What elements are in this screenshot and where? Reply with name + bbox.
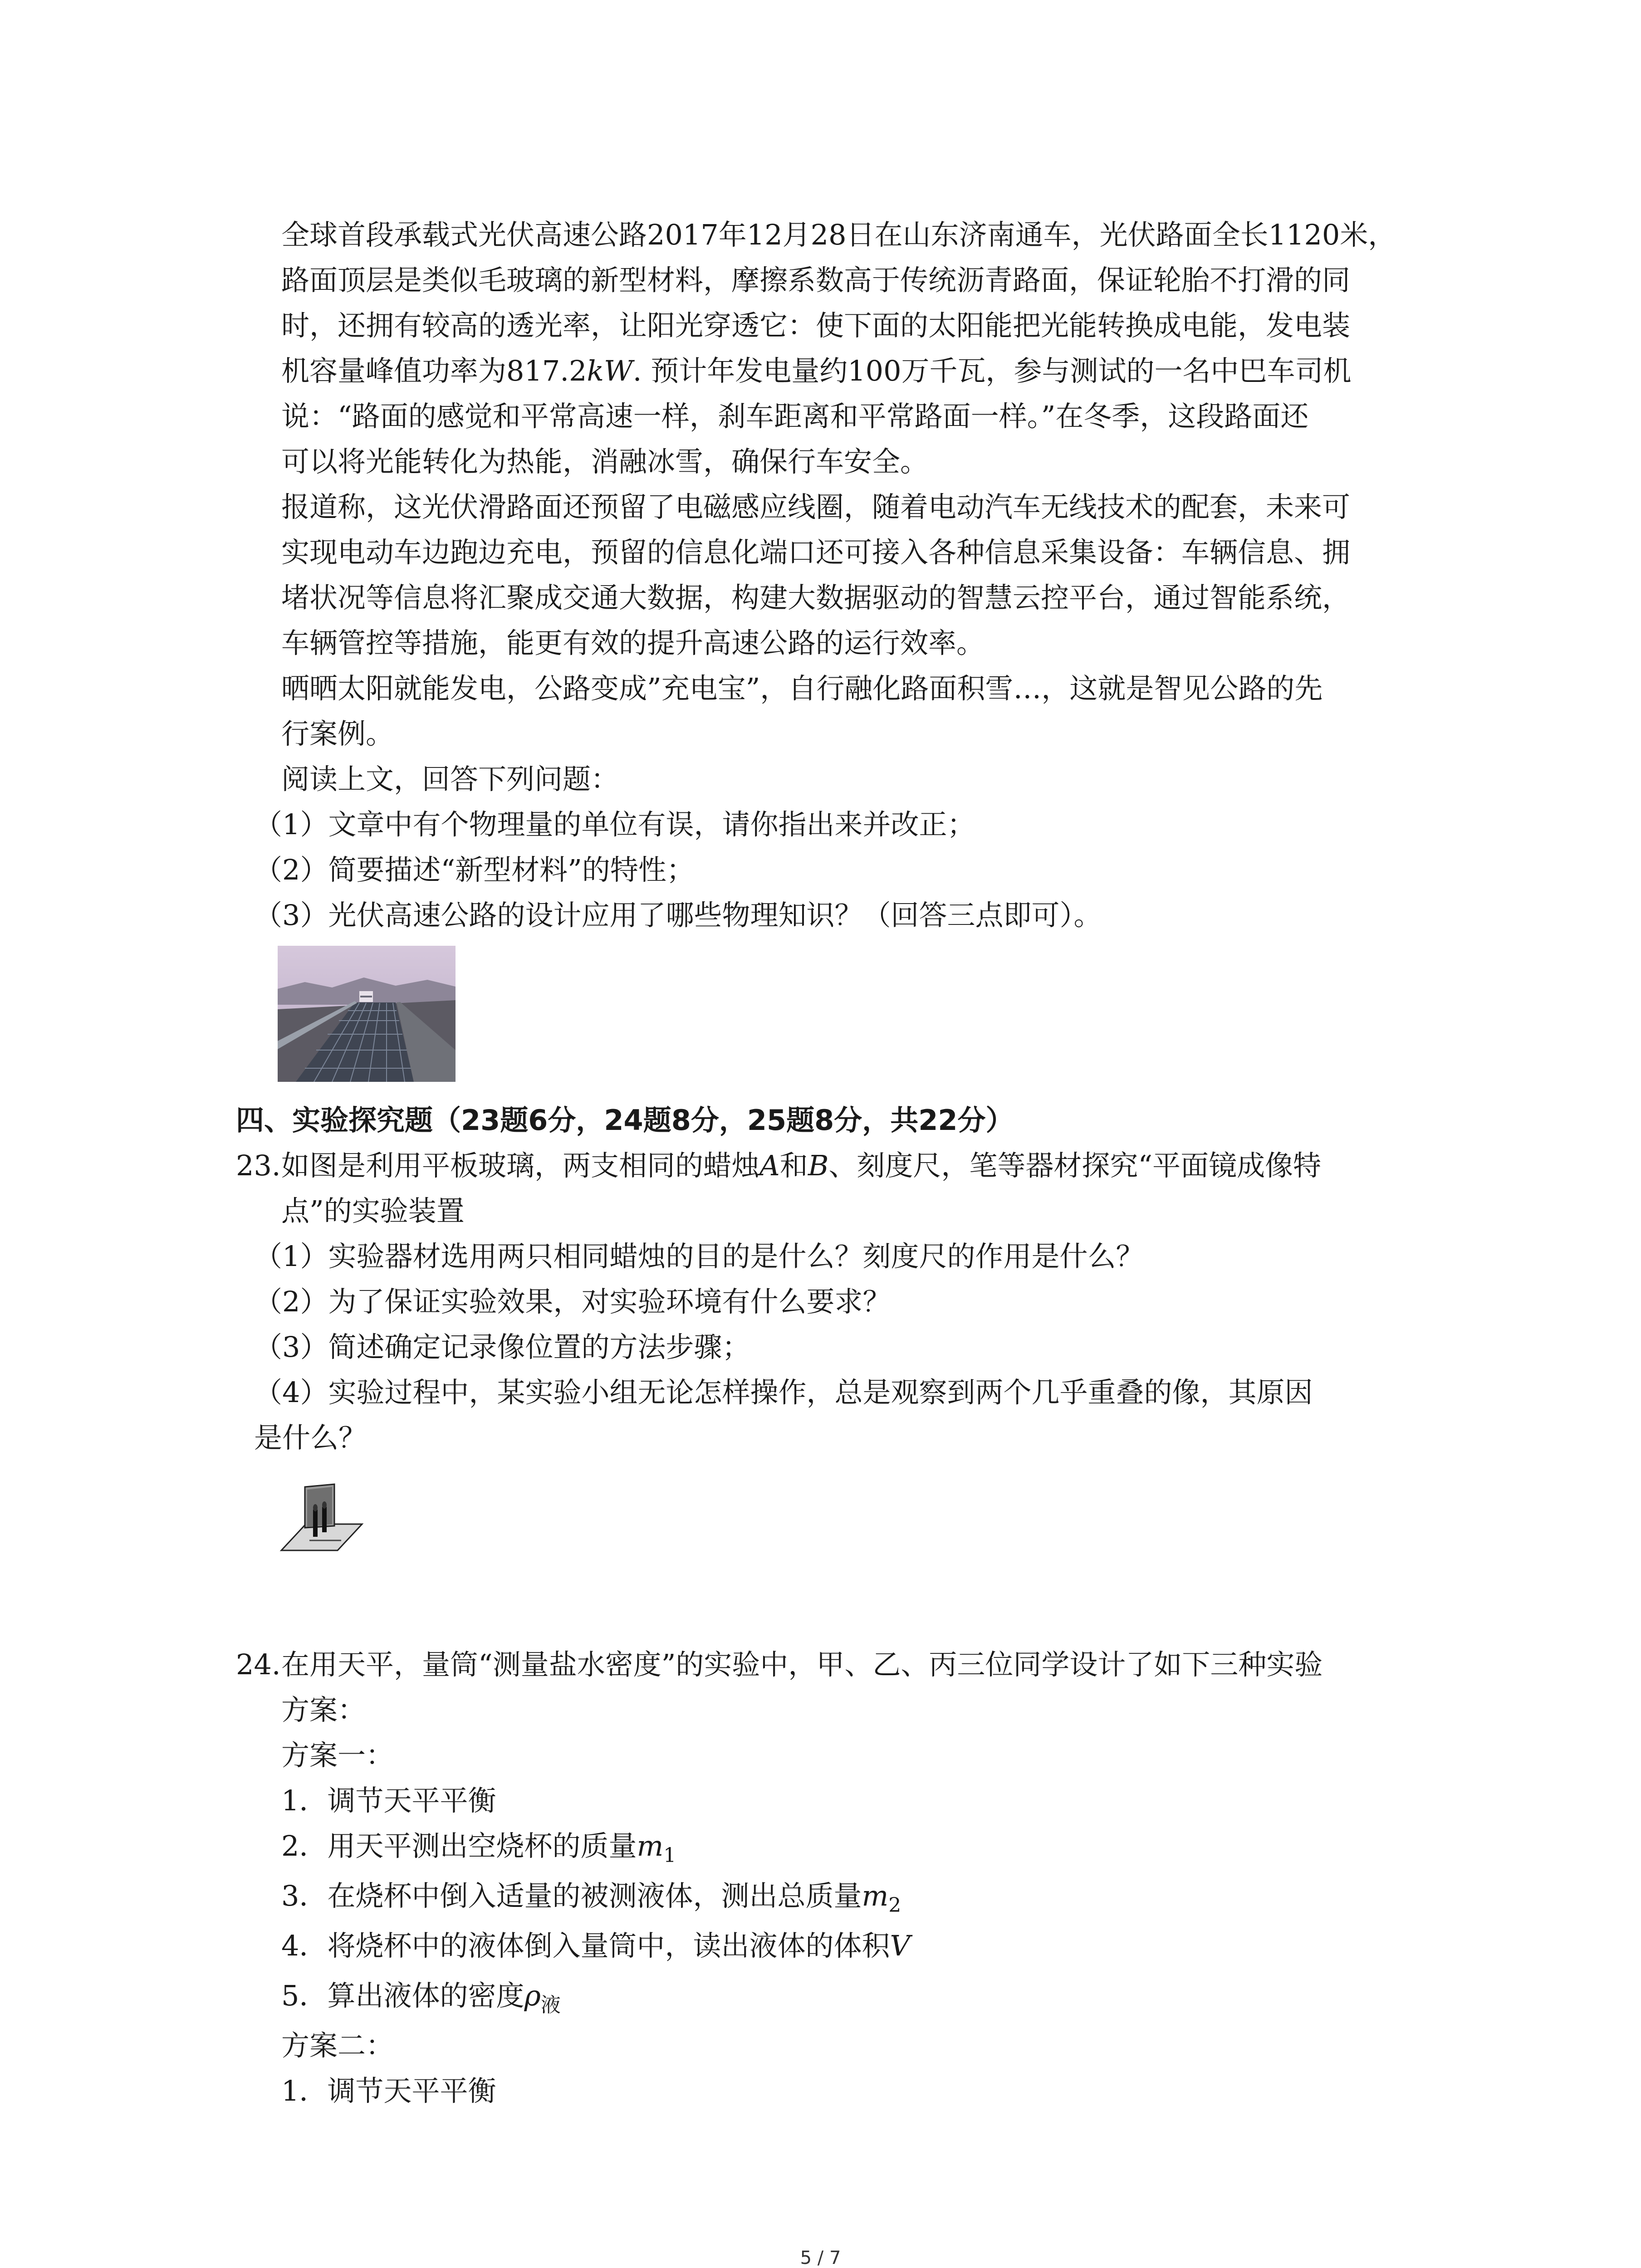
sub-question: （2）简要描述“新型材料”的特性；	[254, 853, 695, 886]
passage-line: 全球首段承载式光伏高速公路2017年12月28日在山东济南通车，光伏路面全长1120米，	[281, 218, 1396, 251]
solar-highway-photo	[278, 946, 456, 1082]
passage-line: 路面顶层是类似毛玻璃的新型材料，摩擦系数高于传统沥青路面，保证轮胎不打滑的同	[281, 264, 1351, 297]
passage-line: 说：“路面的感觉和平常高速一样，刹车距离和平常路面一样。”在冬季，这段路面还	[281, 400, 1309, 433]
question-text: 方案：	[281, 1693, 366, 1726]
plan-step: 2．用天平测出空烧杯的质量$m_1$	[281, 1829, 676, 1867]
plan-step: 1．调节天平平衡	[281, 1784, 496, 1817]
sub-question: （1）文章中有个物理量的单位有误，请你指出来并改正；	[254, 808, 975, 841]
passage-line: 阅读上文，回答下列问题：	[281, 763, 619, 796]
passage-line: 车辆管控等措施，能更有效的提升高速公路的运行效率。	[281, 626, 985, 660]
plane-mirror-figure	[278, 1482, 364, 1553]
plan-step: 3．在烧杯中倒入适量的被测液体，测出总质量$m_2$	[281, 1879, 901, 1917]
plan-step: 4．将烧杯中的液体倒入量筒中，读出液体的体积V	[281, 1929, 911, 1962]
sub-question: 是什么？	[254, 1421, 367, 1454]
plan-heading: 方案一：	[281, 1739, 394, 1772]
passage-line: 行案例。	[281, 717, 394, 750]
passage-line: 可以将光能转化为热能，消融冰雪，确保行车安全。	[281, 445, 929, 478]
sub-question: （4）实验过程中，某实验小组无论怎样操作，总是观察到两个几乎重叠的像，其原因	[254, 1376, 1313, 1409]
plan-step: 5．算出液体的密度$\rho_液$	[281, 1979, 561, 2017]
passage-line: 时，还拥有较高的透光率，让阳光穿透它：使下面的太阳能把光能转换成电能，发电装	[281, 309, 1351, 342]
plan-step: 1．调节天平平衡	[281, 2074, 496, 2107]
passage-line: 实现电动车边跑边充电，预留的信息化端口还可接入各种信息采集设备：车辆信息、拥	[281, 536, 1351, 569]
section-heading: 四、实验探究题（23题6分，24题8分，25题8分，共22分）	[236, 1104, 1014, 1137]
sub-question: （1）实验器材选用两只相同蜡烛的目的是什么？刻度尺的作用是什么？	[254, 1240, 1144, 1273]
sub-question: （3）简述确定记录像位置的方法步骤；	[254, 1330, 750, 1364]
sub-question: （2）为了保证实验效果，对实验环境有什么要求？	[254, 1285, 891, 1318]
passage-line: 晒晒太阳就能发电，公路变成”充电宝”，自行融化路面积雪…，这就是智见公路的先	[281, 672, 1323, 705]
sub-question: （3）光伏高速公路的设计应用了哪些物理知识？（回答三点即可）。	[254, 899, 1102, 932]
question-number: 24.	[236, 1648, 281, 1681]
passage-line: 堵状况等信息将汇聚成交通大数据，构建大数据驱动的智慧云控平台，通过智能系统，	[281, 581, 1351, 614]
plan-heading: 方案二：	[281, 2029, 394, 2062]
question-text: 如图是利用平板玻璃，两支相同的蜡烛A和B、刻度尺，笔等器材探究“平面镜成像特	[281, 1149, 1322, 1182]
question-text: 点”的实验装置	[281, 1194, 465, 1227]
question-text: 在用天平，量筒“测量盐水密度”的实验中，甲、乙、丙三位同学设计了如下三种实验	[281, 1648, 1323, 1681]
question-number: 23.	[236, 1149, 281, 1182]
page-number: 5 / 7	[800, 2248, 841, 2268]
passage-line: 报道称，这光伏滑路面还预留了电磁感应线圈，随着电动汽车无线技术的配套，未来可	[281, 490, 1351, 523]
passage-line: 机容量峰值功率为817.2kW. 预计年发电量约100万千瓦，参与测试的一名中巴车司机	[281, 354, 1352, 387]
